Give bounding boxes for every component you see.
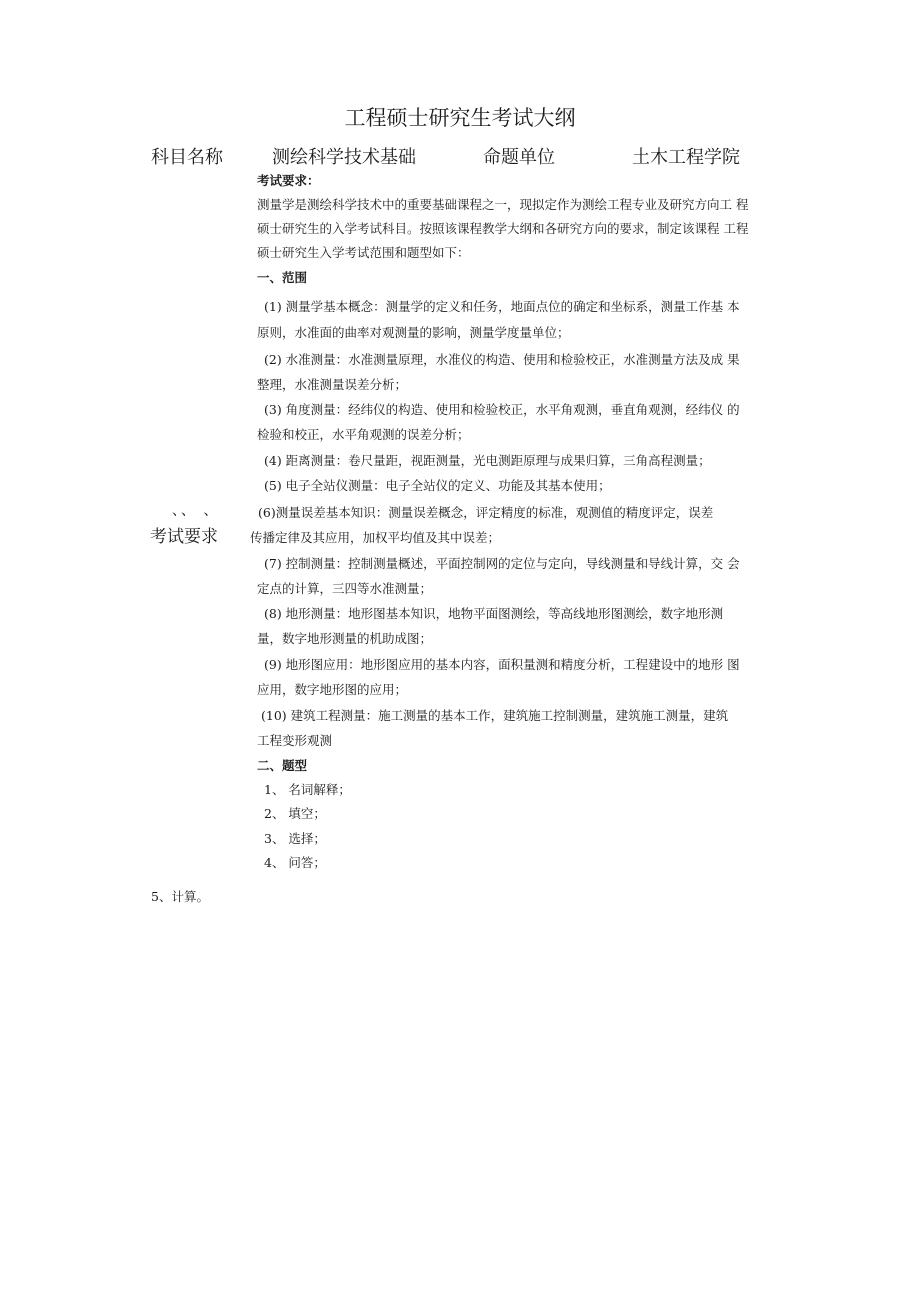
scope-item-line: (2) 水准测量：水准测量原理，水准仪的构造、使用和检验校正，水准测量方法及成 果 [264, 352, 740, 367]
question-type-item: 2、 填空； [264, 806, 326, 821]
page-title: 工程硕士研究生考试大纲 [344, 106, 576, 130]
scope-item-line: (7) 控制测量：控制测量概述，平面控制网的定位与定向，导线测量和导线计算，交 会 [264, 556, 740, 571]
question-type-item: 3、 选择； [264, 831, 326, 846]
intro-line: 硕士研究生入学考试范围和题型如下： [257, 245, 470, 260]
intro-line: 硕士研究生的入学考试科目。按照该课程教学大纲和各研究方向的要求，制定该课程 工程 [257, 221, 749, 236]
side-marks: 、、 、 [172, 503, 220, 519]
unit-label: 命题单位 [483, 147, 555, 168]
scope-item-line: (3) 角度测量：经纬仪的构造、使用和检验校正，水平角观测，垂直角观测，经纬仪 的 [264, 402, 740, 417]
question-heading: 二、题型 [257, 758, 308, 773]
scope-item-line: (4) 距离测量：卷尺量距，视距测量，光电测距原理与成果归算，三角高程测量； [264, 453, 711, 468]
scope-item-line: 检验和校正，水平角观测的误差分析； [257, 427, 470, 442]
scope-item-line: 传播定律及其应用，加权平均值及其中误差； [250, 530, 501, 545]
subject-value: 测绘科学技术基础 [272, 147, 416, 168]
scope-item-line: (9) 地形图应用：地形图应用的基本内容，面积量测和精度分析，工程建设中的地形 图 [264, 657, 740, 672]
scope-item-line: (1) 测量学基本概念：测量学的定义和任务，地面点位的确定和坐标系，测量工作基 本 [264, 299, 740, 314]
scope-item-line: (5) 电子全站仪测量：电子全站仪的定义、功能及其基本使用； [264, 478, 611, 493]
scope-item-line: (6)测量误差基本知识：测量误差概念，评定精度的标准，观测值的精度评定，误差 [258, 505, 714, 520]
trailing-item: 5、计算。 [151, 889, 209, 904]
scope-item-line: 工程变形观测 [257, 733, 333, 748]
requirements-heading: 考试要求： [257, 173, 320, 188]
scope-item-line: 量，数字地形测量的机助成图； [257, 631, 433, 646]
scope-item-line: 原则，水准面的曲率对观测量的影响，测量学度量单位； [257, 325, 570, 340]
unit-value: 土木工程学院 [632, 147, 740, 168]
scope-item-line: (8) 地形测量：地形图基本知识，地物平面图测绘，等高线地形图测绘，数字地形测 [264, 606, 724, 621]
question-type-item: 4、 问答； [264, 855, 326, 870]
scope-item-line: 整理，水准测量误差分析； [257, 377, 408, 392]
side-label: 考试要求 [150, 527, 218, 547]
question-type-item: 1、 名词解释； [264, 782, 351, 797]
scope-item-line: 应用，数字地形图的应用； [257, 682, 408, 697]
intro-line: 测量学是测绘科学技术中的重要基础课程之一，现拟定作为测绘工程专业及研究方向工 程 [257, 197, 749, 212]
scope-item-line: (10) 建筑工程测量：施工测量的基本工作，建筑施工控制测量，建筑施工测量，建筑 [261, 708, 729, 723]
subject-label: 科目名称 [151, 147, 223, 168]
scope-heading: 一、范围 [257, 270, 308, 285]
scope-item-line: 定点的计算，三四等水准测量； [257, 581, 433, 596]
